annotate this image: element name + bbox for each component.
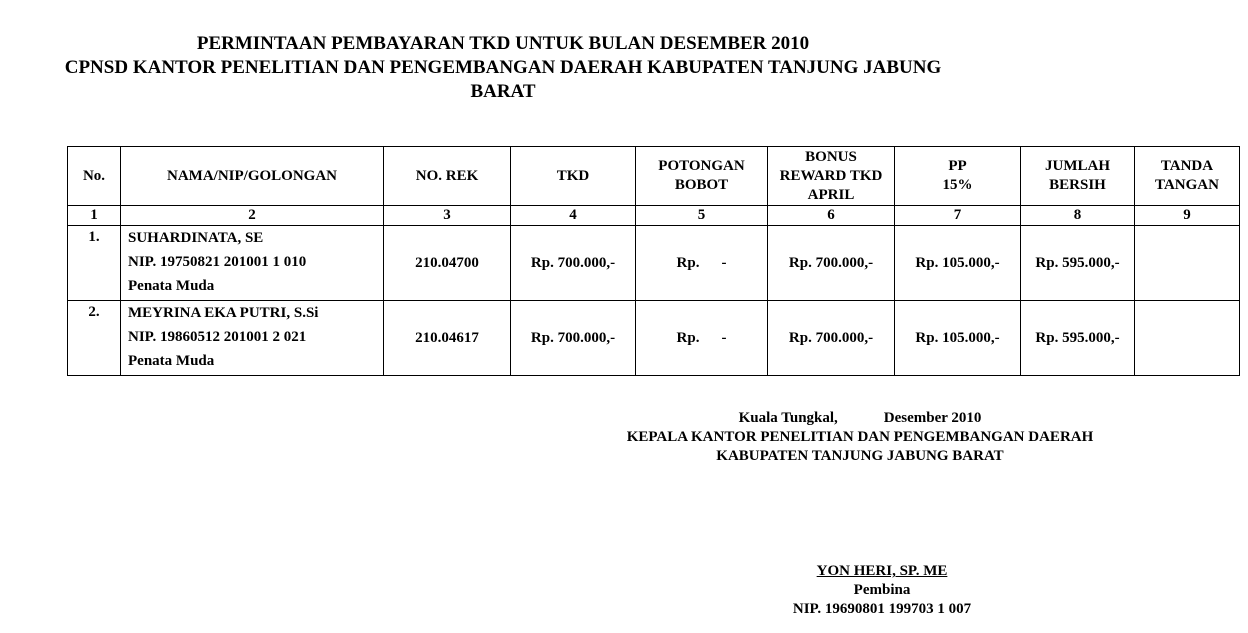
sign-date: Desember 2010	[883, 410, 982, 426]
row-norek: 210.04617	[384, 301, 511, 376]
potongan-currency: Rp.	[676, 254, 700, 271]
potongan-value: -	[721, 329, 727, 346]
column-number: 9	[1135, 206, 1240, 226]
row-jumlah: Rp. 595.000,-	[1021, 301, 1135, 376]
signer-position-line-2: KABUPATEN TANJUNG JABUNG BARAT	[716, 448, 1004, 464]
employee-golongan: Penata Muda	[128, 278, 215, 294]
column-number: 6	[768, 206, 895, 226]
column-number: 1	[68, 206, 121, 226]
row-tanda-tangan	[1135, 301, 1240, 376]
header-norek: NO. REK	[384, 147, 511, 206]
header-pp: PP 15%	[895, 147, 1021, 206]
row-norek: 210.04700	[384, 226, 511, 301]
header-nama: NAMA/NIP/GOLONGAN	[121, 147, 384, 206]
table-row	[68, 301, 1240, 376]
row-nama-nip-golongan	[121, 301, 384, 376]
signature-block	[702, 562, 1062, 619]
row-potongan	[636, 301, 768, 376]
potongan-value: -	[721, 254, 727, 271]
row-bonus: Rp. 700.000,-	[768, 226, 895, 301]
document-title	[0, 32, 1006, 104]
header-tanda-tangan: TANDA TANGAN	[1135, 147, 1240, 206]
title-line-2: CPNSD KANTOR PENELITIAN DAN PENGEMBANGAN DAERAH KABUPATEN TANJUNG JABUNG	[64, 57, 942, 78]
column-number: 8	[1021, 206, 1135, 226]
employee-nip: NIP. 19750821 201001 1 010	[128, 254, 307, 270]
row-tkd: Rp. 700.000,-	[511, 301, 636, 376]
column-number: 7	[895, 206, 1021, 226]
row-no: 2.	[68, 301, 121, 376]
employee-name: MEYRINA EKA PUTRI, S.Si	[128, 305, 319, 321]
signer-nip: NIP. 19690801 199703 1 007	[792, 601, 972, 617]
column-number: 3	[384, 206, 511, 226]
signer-rank: Pembina	[853, 582, 911, 598]
signature-header	[600, 409, 1120, 466]
table-row	[68, 226, 1240, 301]
potongan-currency: Rp.	[676, 329, 700, 346]
header-jumlah: JUMLAH BERSIH	[1021, 147, 1135, 206]
employee-nip: NIP. 19860512 201001 2 021	[128, 329, 307, 345]
row-jumlah: Rp. 595.000,-	[1021, 226, 1135, 301]
header-potongan: POTONGAN BOBOT	[636, 147, 768, 206]
sign-place: Kuala Tungkal,	[738, 410, 838, 426]
header-no: No.	[68, 147, 121, 206]
column-number: 5	[636, 206, 768, 226]
row-nama-nip-golongan	[121, 226, 384, 301]
row-no: 1.	[68, 226, 121, 301]
row-pp: Rp. 105.000,-	[895, 301, 1021, 376]
row-bonus: Rp. 700.000,-	[768, 301, 895, 376]
title-line-3: BARAT	[470, 81, 536, 102]
header-tkd: TKD	[511, 147, 636, 206]
row-tkd: Rp. 700.000,-	[511, 226, 636, 301]
header-row	[68, 147, 1240, 206]
payment-table	[67, 146, 1240, 376]
row-potongan	[636, 226, 768, 301]
place-date	[600, 409, 1120, 428]
header-bonus: BONUS REWARD TKD APRIL	[768, 147, 895, 206]
signer-name: YON HERI, SP. ME	[816, 563, 948, 579]
row-tanda-tangan	[1135, 226, 1240, 301]
signer-position-line-1: KEPALA KANTOR PENELITIAN DAN PENGEMBANGAN DAERAH	[626, 429, 1094, 445]
employee-name: SUHARDINATA, SE	[128, 230, 264, 246]
column-number: 2	[121, 206, 384, 226]
employee-golongan: Penata Muda	[128, 353, 215, 369]
column-number-row	[68, 206, 1240, 226]
row-pp: Rp. 105.000,-	[895, 226, 1021, 301]
title-line-1: PERMINTAAN PEMBAYARAN TKD UNTUK BULAN DESEMBER 2010	[196, 33, 810, 54]
column-number: 4	[511, 206, 636, 226]
